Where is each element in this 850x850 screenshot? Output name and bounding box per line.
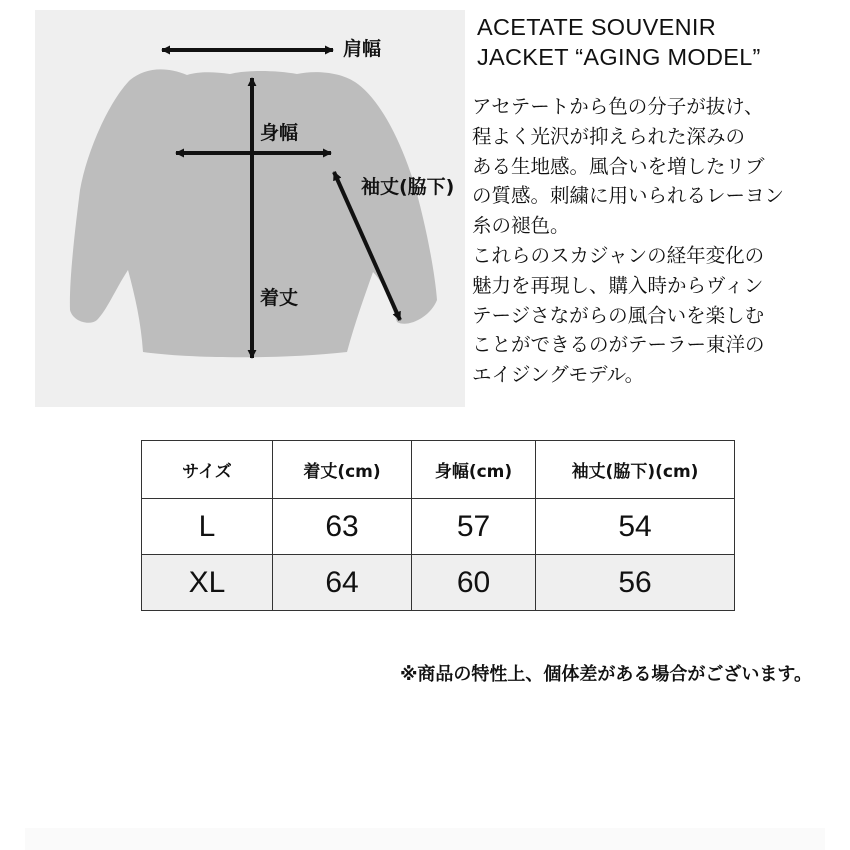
title-line: JACKET “AGING MODEL” bbox=[477, 44, 761, 70]
table-header-row bbox=[142, 441, 735, 499]
header-size: サイズ bbox=[142, 441, 273, 499]
description-line: 糸の褪色。 bbox=[472, 214, 570, 238]
product-title bbox=[477, 12, 837, 72]
cell-size: L bbox=[142, 499, 273, 555]
title-line: ACETATE SOUVENIR bbox=[477, 14, 716, 40]
sleeve-label: 袖丈(脇下) bbox=[361, 176, 455, 198]
size-table bbox=[141, 440, 735, 611]
header-sleeve: 袖丈(脇下)(cm) bbox=[536, 441, 735, 499]
product-description bbox=[472, 92, 844, 390]
table-row bbox=[142, 555, 735, 611]
cell-chest: 60 bbox=[412, 555, 536, 611]
description-line: これらのスカジャンの経年変化の bbox=[472, 243, 765, 267]
bottom-divider bbox=[25, 828, 825, 850]
jacket-silhouette-figure bbox=[35, 10, 465, 407]
header-length: 着丈(cm) bbox=[273, 441, 412, 499]
header-chest: 身幅(cm) bbox=[412, 441, 536, 499]
cell-sleeve: 54 bbox=[536, 499, 735, 555]
disclaimer-note: ※商品の特性上、個体差がある場合がございます。 bbox=[399, 664, 812, 685]
description-line: ことができるのがテーラー東洋の bbox=[472, 333, 765, 357]
description-line: の質感。刺繍に用いられるレーヨン bbox=[472, 184, 785, 208]
cell-length: 64 bbox=[273, 555, 412, 611]
cell-length: 63 bbox=[273, 499, 412, 555]
description-line: 程よく光沢が抑えられた深みの bbox=[472, 124, 746, 148]
length-label: 着丈 bbox=[260, 287, 299, 309]
description-line: 魅力を再現し、購入時からヴィン bbox=[472, 273, 764, 297]
description-line: テージさながらの風合いを楽しむ bbox=[472, 303, 765, 327]
table-row bbox=[142, 499, 735, 555]
chest-label: 身幅 bbox=[260, 122, 299, 144]
description-line: アセテートから色の分子が抜け、 bbox=[472, 95, 764, 118]
cell-sleeve: 56 bbox=[536, 555, 735, 611]
description-line: エイジングモデル。 bbox=[472, 363, 645, 387]
shoulder-label: 肩幅 bbox=[343, 38, 382, 60]
cell-size: XL bbox=[142, 555, 273, 611]
description-line: ある生地感。風合いを増したリブ bbox=[472, 154, 765, 178]
measurement-diagram bbox=[35, 10, 465, 407]
cell-chest: 57 bbox=[412, 499, 536, 555]
